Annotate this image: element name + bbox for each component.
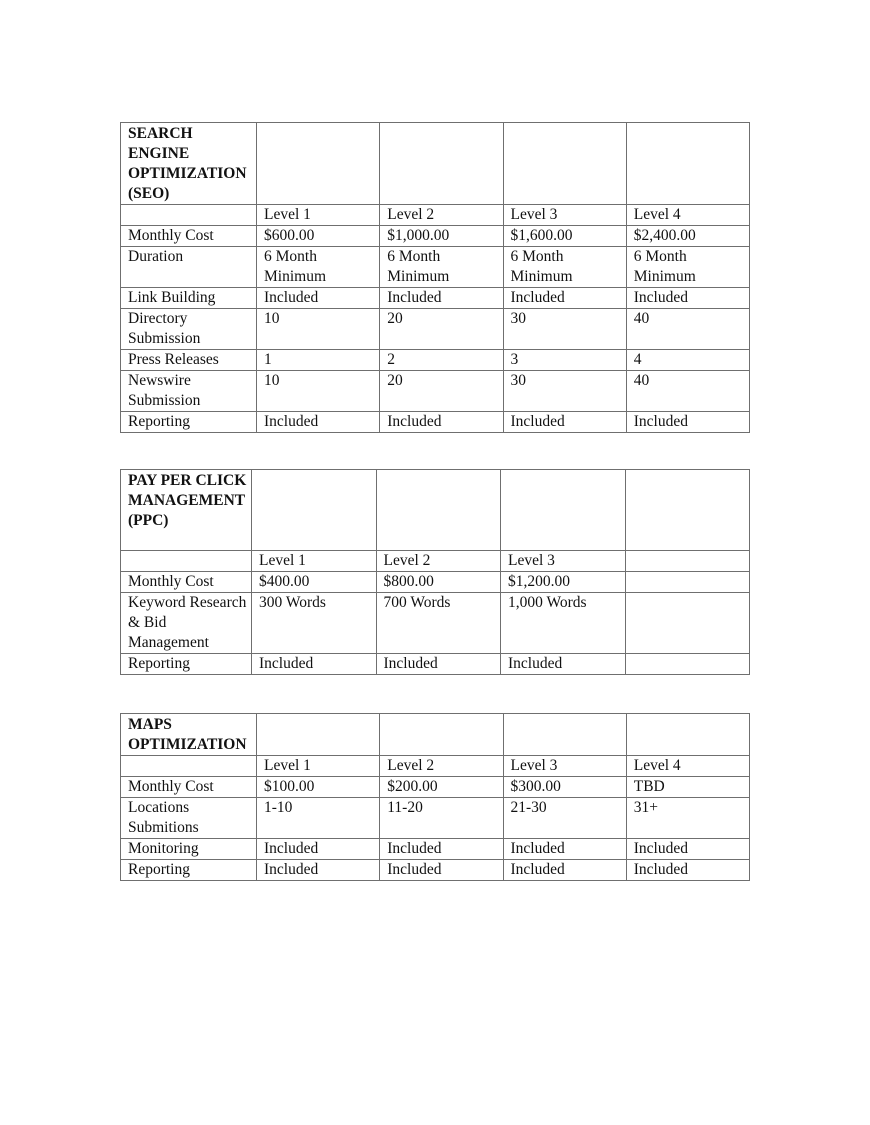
table-cell: 300 Words bbox=[252, 593, 377, 654]
table-cell: 1 bbox=[257, 350, 380, 371]
table-cell: Included bbox=[380, 839, 503, 860]
table-row bbox=[121, 860, 750, 881]
table-cell: $800.00 bbox=[376, 572, 501, 593]
table-cell: 6 Month Minimum bbox=[626, 247, 749, 288]
table-cell: Included bbox=[626, 288, 749, 309]
table-cell: 1-10 bbox=[257, 798, 380, 839]
level-header: Level 1 bbox=[257, 205, 380, 226]
row-label: Link Building bbox=[121, 288, 257, 309]
table-cell: 6 Month Minimum bbox=[503, 247, 626, 288]
table-cell: 30 bbox=[503, 371, 626, 412]
table-cell: 2 bbox=[380, 350, 503, 371]
level-header bbox=[625, 551, 750, 572]
ppc-pricing-table bbox=[120, 469, 750, 675]
table-cell: $600.00 bbox=[257, 226, 380, 247]
table-cell: $100.00 bbox=[257, 777, 380, 798]
table-header-row bbox=[121, 205, 750, 226]
table-header-row bbox=[121, 756, 750, 777]
table-cell: Included bbox=[380, 412, 503, 433]
table-cell: 10 bbox=[257, 371, 380, 412]
table-cell bbox=[625, 593, 750, 654]
row-label: Monthly Cost bbox=[121, 226, 257, 247]
table-cell: Included bbox=[626, 860, 749, 881]
table-cell: $1,600.00 bbox=[503, 226, 626, 247]
table-cell: Included bbox=[503, 412, 626, 433]
table-row bbox=[121, 371, 750, 412]
row-label: Reporting bbox=[121, 860, 257, 881]
table-cell: 20 bbox=[380, 309, 503, 350]
table-cell: Included bbox=[503, 860, 626, 881]
ppc-table-title: PAY PER CLICK MANAGEMENT (PPC) bbox=[121, 470, 252, 551]
table-row bbox=[121, 654, 750, 675]
table-title-row bbox=[121, 123, 750, 205]
table-cell: $400.00 bbox=[252, 572, 377, 593]
table-title-row bbox=[121, 470, 750, 551]
table-cell: Included bbox=[257, 412, 380, 433]
row-label: Reporting bbox=[121, 412, 257, 433]
level-header: Level 2 bbox=[380, 205, 503, 226]
row-label: Duration bbox=[121, 247, 257, 288]
level-header: Level 1 bbox=[252, 551, 377, 572]
table-row bbox=[121, 412, 750, 433]
table-cell: 6 Month Minimum bbox=[257, 247, 380, 288]
level-header: Level 2 bbox=[376, 551, 501, 572]
maps-pricing-table bbox=[120, 713, 750, 881]
table-cell: Included bbox=[380, 860, 503, 881]
row-label: Monthly Cost bbox=[121, 572, 252, 593]
table-row bbox=[121, 350, 750, 371]
table-cell: 31+ bbox=[626, 798, 749, 839]
table-cell bbox=[625, 654, 750, 675]
table-cell: Included bbox=[380, 288, 503, 309]
row-label: Directory Submission bbox=[121, 309, 257, 350]
row-label: Newswire Submission bbox=[121, 371, 257, 412]
table-row bbox=[121, 288, 750, 309]
table-cell: $300.00 bbox=[503, 777, 626, 798]
table-row bbox=[121, 777, 750, 798]
table-row bbox=[121, 839, 750, 860]
table-cell: Included bbox=[376, 654, 501, 675]
table-cell: $2,400.00 bbox=[626, 226, 749, 247]
table-cell: 700 Words bbox=[376, 593, 501, 654]
table-cell: 1,000 Words bbox=[501, 593, 626, 654]
table-cell: 4 bbox=[626, 350, 749, 371]
table-cell: Included bbox=[503, 839, 626, 860]
level-header: Level 3 bbox=[503, 205, 626, 226]
table-cell: 40 bbox=[626, 309, 749, 350]
seo-pricing-table bbox=[120, 122, 750, 433]
table-header-row bbox=[121, 551, 750, 572]
table-cell: Included bbox=[626, 839, 749, 860]
row-label: Locations Submitions bbox=[121, 798, 257, 839]
table-row bbox=[121, 572, 750, 593]
table-cell: Included bbox=[501, 654, 626, 675]
table-cell: TBD bbox=[626, 777, 749, 798]
table-cell: $1,000.00 bbox=[380, 226, 503, 247]
row-label: Keyword Research & Bid Management bbox=[121, 593, 252, 654]
table-cell: 40 bbox=[626, 371, 749, 412]
seo-table-title: SEARCH ENGINE OPTIMIZATION (SEO) bbox=[121, 123, 257, 205]
table-row bbox=[121, 593, 750, 654]
row-label: Monthly Cost bbox=[121, 777, 257, 798]
table-row bbox=[121, 309, 750, 350]
table-cell: 11-20 bbox=[380, 798, 503, 839]
level-header: Level 2 bbox=[380, 756, 503, 777]
level-header: Level 1 bbox=[257, 756, 380, 777]
level-header: Level 4 bbox=[626, 756, 749, 777]
table-cell: Included bbox=[503, 288, 626, 309]
table-cell: Included bbox=[626, 412, 749, 433]
table-row bbox=[121, 226, 750, 247]
table-cell: 30 bbox=[503, 309, 626, 350]
row-label: Reporting bbox=[121, 654, 252, 675]
maps-table-title: MAPS OPTIMIZATION bbox=[121, 714, 257, 756]
table-cell: 6 Month Minimum bbox=[380, 247, 503, 288]
table-row bbox=[121, 247, 750, 288]
table-cell: Included bbox=[257, 288, 380, 309]
table-cell: 20 bbox=[380, 371, 503, 412]
level-header: Level 3 bbox=[501, 551, 626, 572]
table-cell bbox=[625, 572, 750, 593]
table-title-row bbox=[121, 714, 750, 756]
level-header: Level 3 bbox=[503, 756, 626, 777]
table-cell: Included bbox=[252, 654, 377, 675]
table-cell: Included bbox=[257, 839, 380, 860]
row-label: Monitoring bbox=[121, 839, 257, 860]
table-cell: 3 bbox=[503, 350, 626, 371]
table-row bbox=[121, 798, 750, 839]
table-cell: Included bbox=[257, 860, 380, 881]
table-cell: 10 bbox=[257, 309, 380, 350]
table-cell: 21-30 bbox=[503, 798, 626, 839]
row-label: Press Releases bbox=[121, 350, 257, 371]
table-cell: $200.00 bbox=[380, 777, 503, 798]
table-cell: $1,200.00 bbox=[501, 572, 626, 593]
level-header: Level 4 bbox=[626, 205, 749, 226]
